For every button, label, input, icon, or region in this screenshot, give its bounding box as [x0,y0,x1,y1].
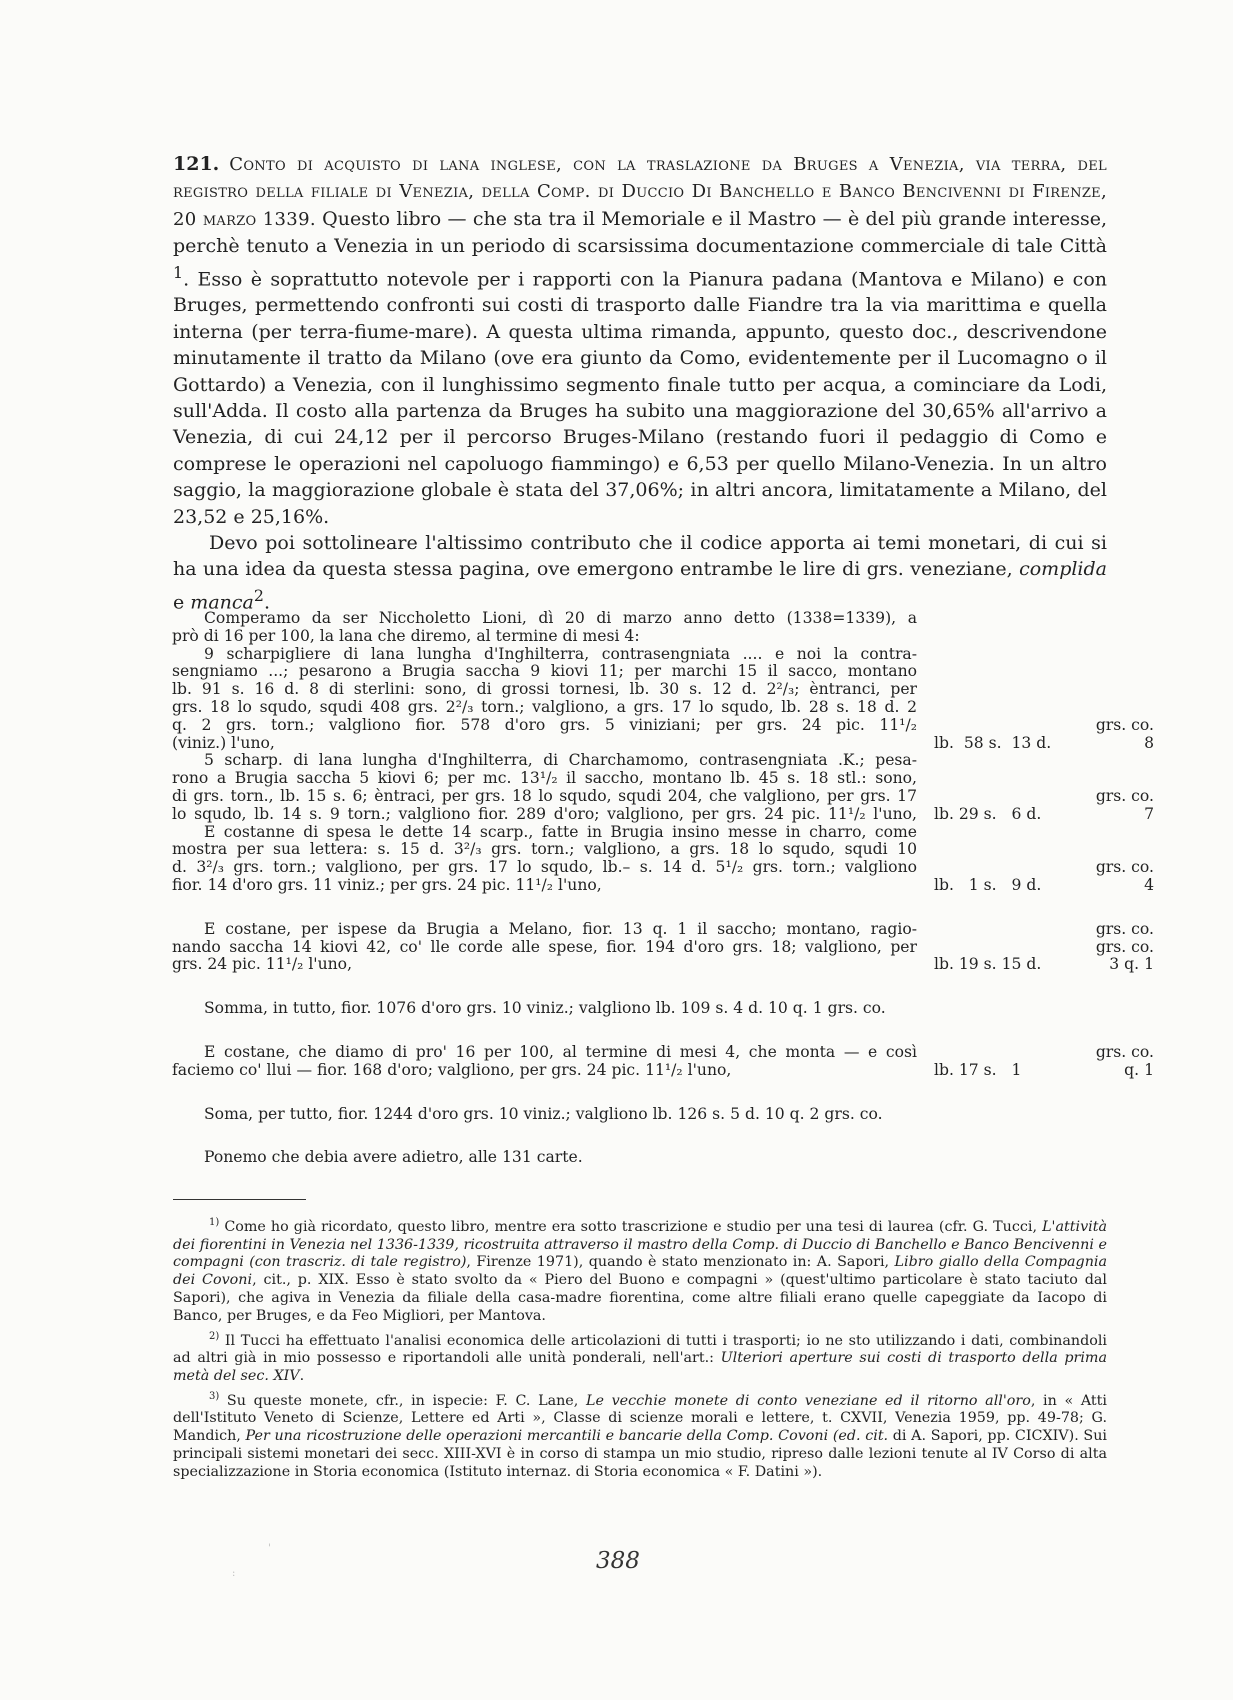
document-line [172,806,1154,824]
line-text: nando saccha 14 kiovi 42, co' lle corde alle spese, fior. 194 d'oro grs. 18; valgliono, per [172,938,917,956]
line-text: faciemo co' llui — fior. 168 d'oro; valgliono, per grs. 24 pic. 11¹/₂ l'uno, [172,1061,732,1079]
document-line [172,699,1154,717]
footnote-3 [173,1388,1107,1482]
amount-right: grs. co. [1095,858,1154,877]
intro-p2-conjunction: e [173,591,191,614]
footnote-marker: 3) [209,1390,220,1402]
footnote-text: , in « Atti dell'Istituto Veneto di Scienze, Lettere ed Arti », Classe di scienze morali e lettere, t. CXVII, Venezia 1959, pp. 49-78; G. Mandich, [173,1392,1107,1445]
amount-right: q. 1 [1124,1060,1154,1079]
document-line [172,939,1154,957]
line-text: Soma, per tutto, fior. 1244 d'oro grs. 10 viniz.; valgliono lb. 126 s. 5 d. 10 q. 2 grs. co. [204,1105,883,1123]
footnote-1 [173,1214,1107,1326]
intro-paragraph-1 [173,151,1107,530]
line-text: Ponemo che debia avere adietro, alle 131 carte. [204,1149,583,1167]
document-line [172,752,1154,770]
line-text: sengniamo ...; pesarono a Brugia saccha 9 kiovi 11; per marchi 15 il sacco, montano [172,663,917,681]
document-line [172,1000,1154,1018]
line-gap [172,895,1154,921]
line-text: grs. 18 lo squdo, squdi 408 grs. 2²/₃ torn.; valgliono, a grs. 17 lo squdo, lb. 28 s. 18 d. 2 [172,698,917,716]
line-text: fior. 14 d'oro grs. 11 viniz.; per grs. 24 pic. 11¹/₂ l'uno, [172,876,602,894]
footnote-rule [173,1199,306,1200]
document-line [172,1062,1154,1080]
document-line [172,1149,1154,1167]
term-complida: complida [1019,558,1107,581]
introduction [173,151,1107,616]
document-line [172,628,1154,646]
document-line [172,824,1154,842]
amount-right: grs. co. [1095,1042,1154,1061]
citation-title: Libro giallo della Compagnia dei Covoni [173,1254,1107,1289]
intro-p2-text: Devo poi sottolineare l'altissimo contributo che il codice apporta ai temi monetari, di cui si ha una idea da questa stessa pagina, ove emergono entrambe le lire di grs. veneziane, [173,532,1107,581]
document-line [172,717,1154,735]
citation-title: Per una ricostruzione delle operazioni mercantili e bancarie della Comp. Covoni (ed. cit. [245,1428,889,1445]
scan-mark: ' [268,1543,271,1554]
entry-title: Conto di acquisto di lana inglese, con la traslazione da Bruges a Venezia, via terra, del registro della filiale di Venezia, della Comp. di Duccio Di Banchello e Banco Bencivenni di Firenze, 20 marzo 1339. [173,154,1107,230]
line-text: Somma, in tutto, fior. 1076 d'oro grs. 10 viniz.; valgliono lb. 109 s. 4 d. 10 q. 1 grs. co. [204,1000,886,1018]
footnote-ref-1[interactable]: 1 [173,262,184,282]
line-text: q. 2 grs. torn.; valgliono fior. 578 d'oro grs. 5 viniziani; per grs. 24 pic. 11¹/₂ [172,716,917,734]
line-text: E costanne di spesa le dette 14 scarp., fatte in Brugia insino messe in charro, come [204,823,917,841]
line-text: E costane, che diamo di pro' 16 per 100, al termine di mesi 4, che monta — e così [204,1043,917,1061]
footnote-2 [173,1328,1107,1386]
footnote-text: Su queste monete, cfr., in ispecie: F. C. Lane, [219,1392,586,1409]
document-line [172,663,1154,681]
document-line [172,877,1154,895]
amount-value: lb. 1 s. 9 d. [934,875,1042,894]
footnote-text: , Firenze 1971), quando è stato menzionato in: A. Sapori, [466,1254,895,1271]
document-line [172,788,1154,806]
term-manca: manca [190,591,254,614]
document-line [172,681,1154,699]
document-line [172,610,1154,628]
intro-text-2: . Esso è soprattutto notevole per i rapporti con la Pianura padana (Mantova e Milano) e con Bruges, permettendo confronti sui costi di trasporto dalle Fiandre tra la via marittima e quella interna (per terra-fiume-mare). A questa ultima rimanda, appunto, questo doc., descrivendone minutamente il tratto da Milano (ove era giunto da Como, evidentemente per il Lucomagno o il Gottardo) a Venezia, con il lunghissimo segmento finale tutto per acqua, a cominciare da Lodi, sull'Adda. Il costo alla partenza da Bruges ha subito una maggiorazione del 30,65% all'arrivo a Venezia, di cui 24,12 per il percorso Bruges-Milano (restando fuori il pedaggio di Como e comprese le operazioni nel capoluogo fiammingo) e 6,53 per quello Milano-Venezia. In un altro saggio, la maggiorazione globale è stata del 37,06%; in altri ancora, limitatamente a Milano, del 23,52 e 25,16%. [173,267,1107,528]
line-text: rono a Brugia saccha 5 kiovi 6; per mc. 13¹/₂ il saccho, montano lb. 45 s. 18 stl.: sono, [172,770,917,788]
line-text: E costane, per ispese da Brugia a Melano, fior. 13 q. 1 il saccho; montano, ragio- [204,920,917,938]
footnote-ref-2[interactable]: 2 [253,585,264,605]
amount-value: lb. 29 s. 6 d. [934,804,1042,823]
line-gap [172,1018,1154,1044]
document-line [172,1044,1154,1062]
line-text: prò di 16 per 100, la lana che diremo, al termine di mesi 4: [172,627,640,645]
amount-right: 7 [1144,804,1154,823]
line-text: (viniz.) l'uno, [172,734,275,752]
intro-p2-end: . [263,591,270,614]
document-line [172,1106,1154,1124]
footnote-text: Come ho già ricordato, questo libro, mentre era sotto trascrizione e studio per una tesi di laurea (cfr. G. Tucci, [219,1218,1043,1235]
line-text: Comperamo da ser Niccholetto Lioni, dì 20 di marzo anno detto (1338=1339), a [204,610,917,627]
footnote-marker: 2) [209,1330,220,1342]
line-text: lb. 91 s. 16 d. 8 di sterlini: sono, di grossi tornesi, lb. 30 s. 12 d. 2²/₃; èntranci, per [172,681,917,699]
line-gap [172,1080,1154,1106]
footnotes [173,1214,1107,1481]
document-line [172,735,1154,753]
amount-right: 3 q. 1 [1109,955,1154,974]
amount-right: 8 [1144,733,1154,752]
footnote-text: di A. Sapori, pp. CICXIV). Sui principali sistemi monetari dei secc. XIII-XVI è in corso di stampa un mio studio, ripreso dalle lezioni tenute al IV Corso di alta specializzazione in Storia economica (Istituto internaz. di Storia economica « F. Datini »). [173,1428,1107,1480]
line-text: lo squdo, lb. 14 s. 9 torn.; valgliono fior. 289 d'oro; valgliono, per grs. 24 pic. 11¹/₂ l'uno, [172,805,917,823]
document-line [172,921,1154,939]
document-line [172,859,1154,877]
footnote-marker: 1) [209,1217,220,1228]
page-number: 388 [596,1548,640,1574]
footnote-text: . [299,1367,305,1384]
document-line [172,770,1154,788]
amount-right: grs. co. [1095,786,1154,805]
amount-value: lb. 19 s. 15 d. [934,955,1042,974]
document-line [172,646,1154,664]
entry-number: 121. [173,153,220,175]
amount-value: lb. 58 s. 13 d. [934,733,1052,752]
line-text: d. 3²/₃ grs. torn.; valgliono, per grs. 17 lo squdo, lb.– s. 14 d. 5¹/₂ grs. torn.; valgliono [172,859,917,877]
citation-title: Ulteriori aperture sui costi di trasporto della prima metà del sec. XIV [173,1350,1107,1384]
amount-right: grs. co. [1095,715,1154,734]
line-text: mostra per sua lettera: s. 15 d. 3²/₃ grs. torn.; valgliono, a grs. 18 lo squdo, squdi 10 [172,841,917,859]
line-text: 5 scharp. di lana lungha d'Inghilterra, di Charchamomo, contrasengniata .K.; pesa- [204,752,917,770]
document-line [172,956,1154,974]
citation-title: L'attività dei fiorentini in Venezia nel 1336-1339, ricostruita attraverso il mastro della Comp. di Duccio di Banchello e Banco Bencivenni e compagni (con trascriz. di tale registro) [173,1218,1107,1271]
intro-text-1: Questo libro — che sta tra il Memoriale e il Mastro — è del più grande interesse, perchè tenuto a Venezia in un periodo di scarsissima documentazione commerciale di tale Città [173,207,1107,258]
line-text: grs. 24 pic. 11¹/₂ l'uno, [172,956,353,974]
citation-title: Le vecchie monete di conto veneziane ed il ritorno all'oro [585,1392,1031,1409]
line-text: di grs. torn., lb. 15 s. 6; èntraci, per grs. 18 lo squdo, squdi 204, che valgliono, per grs. 17 [172,787,917,805]
amount-right: 4 [1144,875,1154,894]
footnote-text: , cit., p. XIX. Esso è stato svolto da « Piero del Buono e compagni » (quest'ultimo particolare è stato taciuto dal Sapori), che agiva in Venezia da filiale della casa-madre fiorentina, come altre filiali erano quelle capeggiate da Iacopo di Banco, per Bruges, e da Feo Migliori, per Mantova. [173,1272,1107,1324]
line-text: 9 scharpigliere di lana lungha d'Inghilterra, contrasengniata .... e noi la contra- [204,645,917,663]
amount-right: grs. co. [1095,919,1154,938]
footnote-text: Il Tucci ha effettuato l'analisi economica delle articolazioni di tutti i trasporti; io ne sto utilizzando i dati, combinandoli ad altri già in mio possesso e riportandoli alle unità ponderali, nell'art.: [173,1332,1107,1367]
document-line [172,841,1154,859]
line-gap [172,974,1154,1000]
document-transcription [172,610,1154,1167]
line-gap [172,1123,1154,1149]
scan-mark: : [232,1568,236,1579]
intro-paragraph-2 [173,530,1107,616]
amount-right: grs. co. [1095,937,1154,956]
amount-value: lb. 17 s. 1 [934,1060,1022,1079]
